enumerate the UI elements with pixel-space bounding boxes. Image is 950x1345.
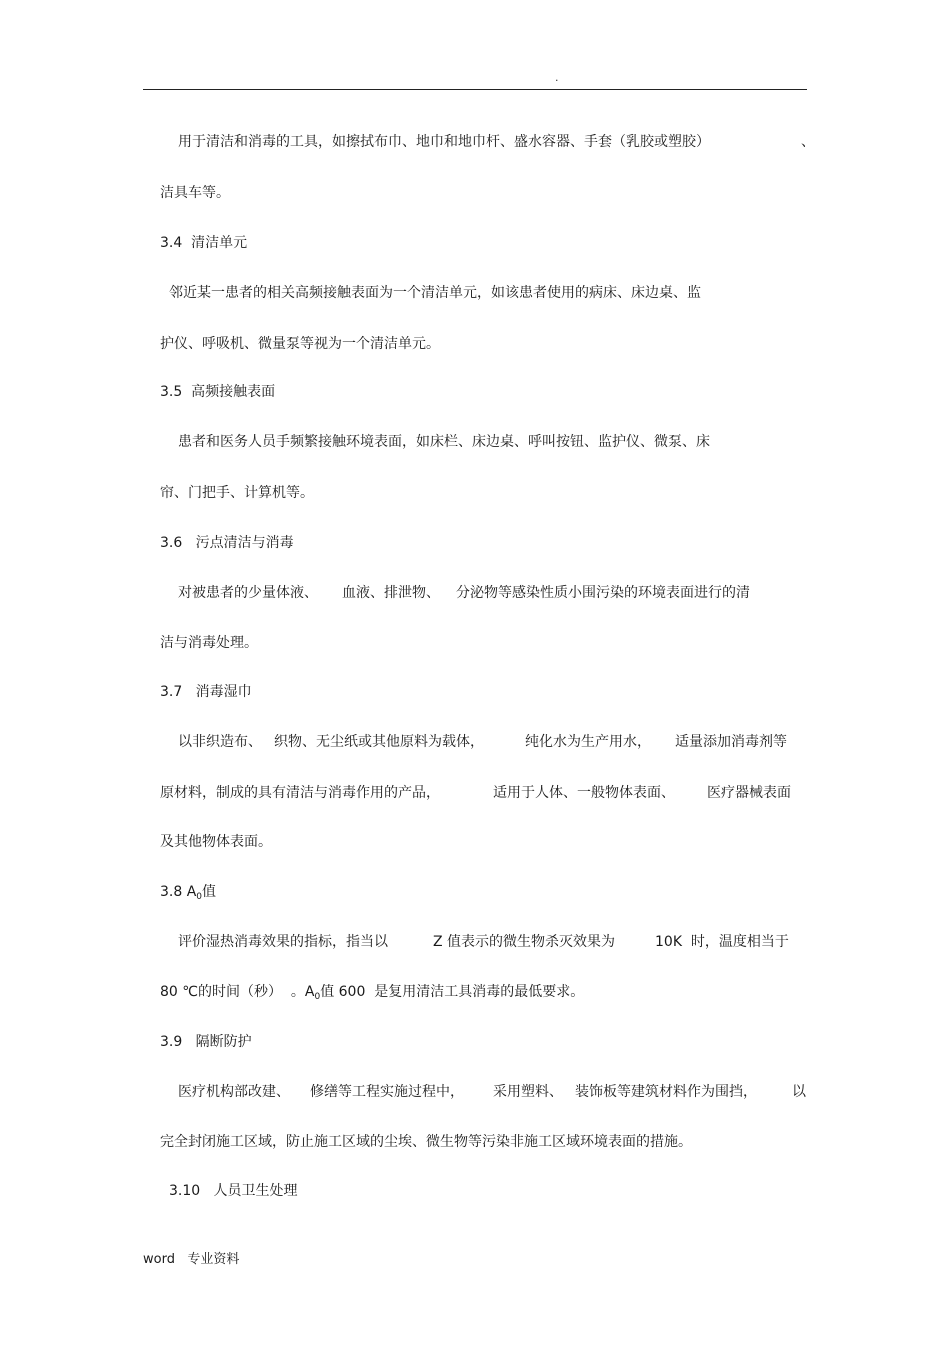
paragraph-line: 医疗机构部改建、 xyxy=(178,1084,290,1100)
paragraph-line: 洁具车等。 xyxy=(160,185,230,201)
header-mark: . xyxy=(555,71,559,84)
paragraph-line: 原材料，制成的具有清洁与消毒作用的产品， xyxy=(160,785,440,801)
paragraph-line: 血液、排泄物、 xyxy=(342,585,440,601)
paragraph-line: 帘、门把手、计算机等。 xyxy=(160,485,314,501)
paragraph-line: 、 xyxy=(801,134,815,150)
paragraph-line: 以 xyxy=(792,1084,806,1100)
section-heading: 3.4 清洁单元 xyxy=(160,235,248,251)
page-footer: word 专业资料 xyxy=(143,1252,240,1267)
paragraph-line: Z 值表示的微生物杀灭效果为 xyxy=(433,934,616,950)
section-heading: 3.8 $A_0$值 xyxy=(160,884,217,902)
paragraph-line: 医疗器械表面 xyxy=(707,785,791,801)
paragraph-line: 以非织造布、 xyxy=(178,734,262,750)
paragraph-line: 采用塑料、 xyxy=(493,1084,563,1100)
paragraph-line: 完全封闭施工区域，防止施工区域的尘埃、微生物等污染非施工区域环境表面的措施。 xyxy=(160,1134,692,1150)
section-heading: 3.7 消毒湿巾 xyxy=(160,684,252,700)
paragraph-line: 洁与消毒处理。 xyxy=(160,635,258,651)
section-heading: 3.6 污点清洁与消毒 xyxy=(160,535,294,551)
section-heading: 3.5 高频接触表面 xyxy=(160,384,276,400)
paragraph-line: 装饰板等建筑材料作为围挡， xyxy=(575,1084,757,1100)
paragraph-line: 护仪、呼吸机、微量泵等视为一个清洁单元。 xyxy=(160,336,440,352)
paragraph-line: 对被患者的少量体液、 xyxy=(178,585,318,601)
section-heading: 3.9 隔断防护 xyxy=(160,1034,252,1050)
paragraph-line: 适量添加消毒剂等 xyxy=(675,734,787,750)
header-rule xyxy=(143,89,807,90)
paragraph-line: 患者和医务人员手频繁接触环境表面，如床栏、床边桌、呼叫按钮、监护仪、微泵、床 xyxy=(178,434,710,450)
paragraph-line: 及其他物体表面。 xyxy=(160,834,272,850)
paragraph-line: 邻近某一患者的相关高频接触表面为一个清洁单元，如该患者使用的病床、床边桌、监 xyxy=(169,285,701,301)
section-heading: 3.10 人员卫生处理 xyxy=(169,1183,298,1199)
paragraph-line: 10K 时，温度相当于 xyxy=(655,934,789,950)
paragraph-line: 评价湿热消毒效果的指标，指当以 xyxy=(178,934,388,950)
paragraph-line: 用于清洁和消毒的工具，如擦拭布巾、地巾和地巾杆、盛水容器、手套（乳胶或塑胶） xyxy=(178,134,710,150)
paragraph-line: 织物、无尘纸或其他原料为载体， xyxy=(274,734,484,750)
paragraph-line: 纯化水为生产用水， xyxy=(525,734,651,750)
paragraph-line: 适用于人体、一般物体表面、 xyxy=(493,785,675,801)
paragraph-line: 分泌物等感染性质小围污染的环境表面进行的清 xyxy=(456,585,750,601)
paragraph-line: 80 ℃的时间（秒） 。$A_0$值 600 是复用清洁工具消毒的最低要求。 xyxy=(160,984,585,1002)
paragraph-line: 修缮等工程实施过程中， xyxy=(310,1084,464,1100)
